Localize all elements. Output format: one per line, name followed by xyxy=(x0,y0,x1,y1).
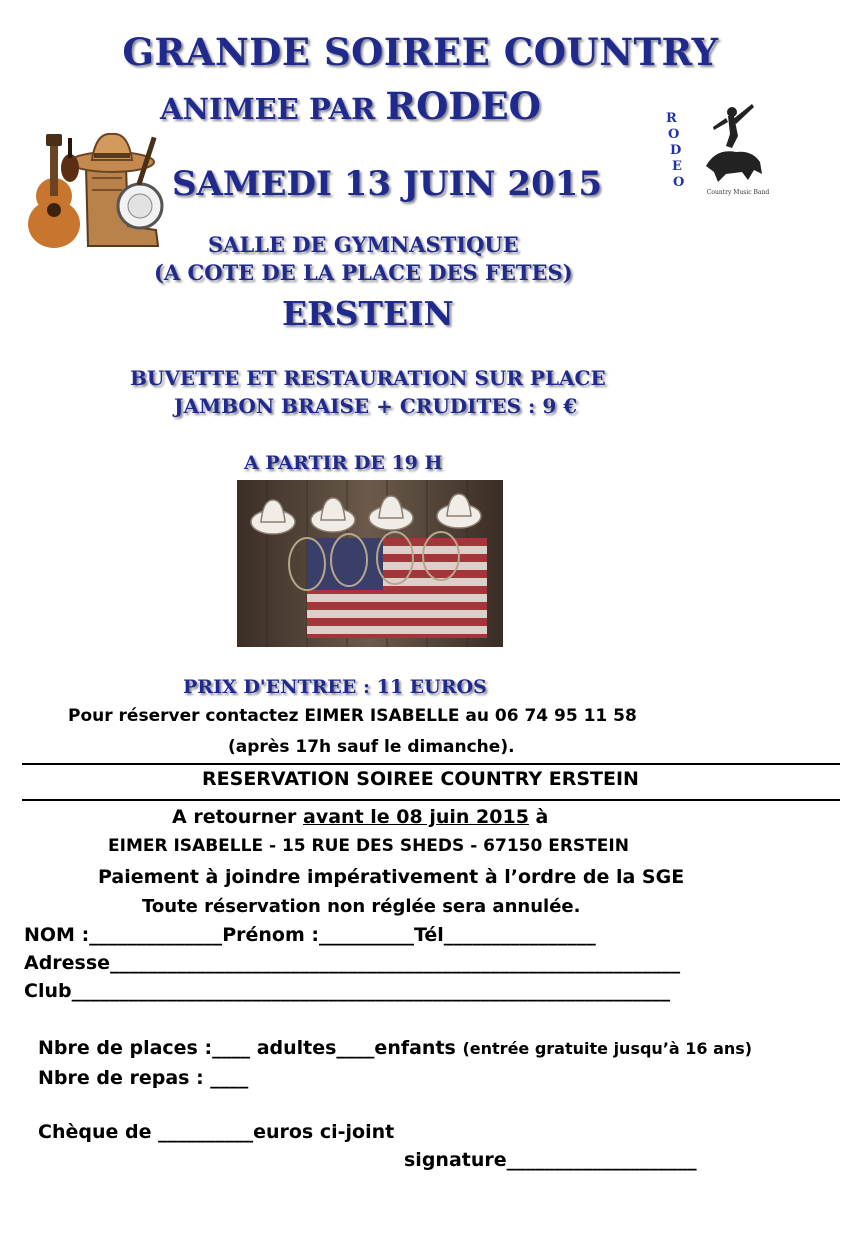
contact-line: Pour réserver contactez EIMER ISABELLE au 06 74 95 11 58 xyxy=(68,706,637,726)
logo-letter-o1: O xyxy=(668,127,680,142)
food-info: BUVETTE ET RESTAURATION SUR PLACE xyxy=(130,366,606,390)
band-prefix: ANIMEE PAR xyxy=(160,92,386,126)
tel-field[interactable]: Tél________________ xyxy=(413,924,596,946)
logo-caption: Country Music Band xyxy=(706,189,770,196)
divider-top xyxy=(22,763,840,765)
return-address: EIMER ISABELLE - 15 RUE DES SHEDS - 67150 ERSTEIN xyxy=(108,836,629,856)
return-suffix: à xyxy=(528,806,549,828)
signature-field[interactable]: signature____________________ xyxy=(404,1149,697,1171)
venue-location: (A COTE DE LA PLACE DES FETES) xyxy=(154,260,573,285)
club-field[interactable]: Club_______________________________________________________________ xyxy=(24,980,671,1002)
bull-rider-icon xyxy=(706,104,762,182)
places-note: (entrée gratuite jusqu’à 16 ans) xyxy=(462,1039,753,1058)
nom-field[interactable]: NOM :______________ xyxy=(24,924,223,946)
venue-name: SALLE DE GYMNASTIQUE xyxy=(208,232,519,257)
payment-instructions: Paiement à joindre impérativement à l’ordre de la SGE xyxy=(98,866,685,888)
logo-letter-r: R xyxy=(666,111,677,126)
cowboy-hats-flag-photo xyxy=(237,480,503,647)
logo-letter-e: E xyxy=(672,159,682,174)
return-instructions xyxy=(172,806,548,828)
logo-letter-d: D xyxy=(670,143,682,158)
entry-price: PRIX D'ENTREE : 11 EUROS xyxy=(183,676,487,698)
repas-field[interactable]: Nbre de repas : ____ xyxy=(38,1067,249,1089)
return-prefix: A retourner xyxy=(172,806,304,828)
food-menu-price: JAMBON BRAISE + CRUDITES : 9 € xyxy=(174,394,578,418)
places-field[interactable] xyxy=(38,1037,752,1059)
reservation-title: RESERVATION SOIREE COUNTRY ERSTEIN xyxy=(202,768,639,790)
cheque-field[interactable]: Chèque de __________euros ci-joint xyxy=(38,1121,395,1143)
band-name: RODEO xyxy=(385,84,541,128)
divider-bottom xyxy=(22,799,840,801)
rodeo-band-logo xyxy=(656,96,774,196)
band-line xyxy=(160,84,541,128)
places-label[interactable]: Nbre de places :____ adultes____enfants xyxy=(38,1037,463,1059)
return-deadline: avant le 08 juin 2015 xyxy=(303,806,529,828)
instruments-illustration xyxy=(16,126,166,254)
event-city: ERSTEIN xyxy=(282,294,454,333)
contact-note: (après 17h sauf le dimanche). xyxy=(228,737,515,757)
start-time: A PARTIR DE 19 H xyxy=(244,452,443,474)
prenom-field[interactable]: Prénom :__________ xyxy=(222,924,414,946)
logo-letter-o2: O xyxy=(673,175,685,190)
adresse-field[interactable]: Adresse____________________________________________________________ xyxy=(24,952,681,974)
cancellation-note: Toute réservation non réglée sera annulée. xyxy=(142,896,581,917)
form-row-identity xyxy=(24,924,596,946)
event-date: SAMEDI 13 JUIN 2015 xyxy=(172,164,603,204)
event-title: GRANDE SOIREE COUNTRY xyxy=(122,30,719,74)
